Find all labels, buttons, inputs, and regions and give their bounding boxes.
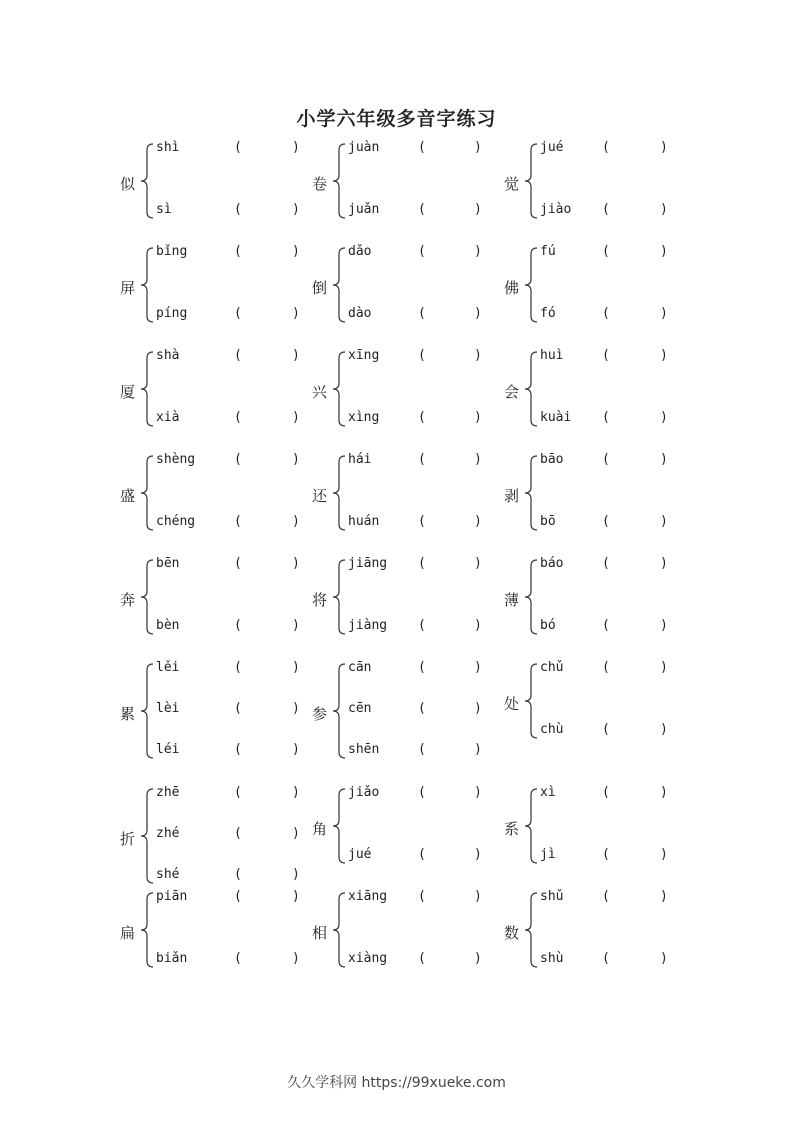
answer-blank-open: ( — [234, 660, 242, 675]
pinyin-reading: biǎn — [156, 951, 188, 966]
reading-line — [540, 514, 668, 529]
curly-brace-icon — [524, 663, 538, 739]
answer-blank-open: ( — [602, 722, 610, 737]
reading-line — [540, 889, 668, 904]
reading-line — [540, 785, 668, 800]
polyphone-character: 累 — [120, 705, 136, 723]
answer-blank-close: ) — [660, 410, 668, 425]
pinyin-reading: shì — [156, 140, 180, 155]
pinyin-reading: kuài — [540, 410, 572, 425]
pinyin-reading: jué — [348, 847, 372, 862]
polyphone-character: 参 — [312, 705, 328, 723]
answer-blank-open: ( — [602, 140, 610, 155]
answer-blank-close: ) — [292, 452, 300, 467]
reading-line — [156, 889, 300, 904]
answer-blank-close: ) — [474, 514, 482, 529]
polyphone-character: 奔 — [120, 591, 136, 609]
answer-blank-close: ) — [474, 618, 482, 633]
answer-blank-close: ) — [474, 410, 482, 425]
answer-blank-open: ( — [602, 660, 610, 675]
reading-line — [540, 244, 668, 259]
polyphone-item — [120, 140, 310, 224]
answer-blank-open: ( — [418, 202, 426, 217]
pinyin-reading: píng — [156, 306, 188, 321]
polyphone-character: 扁 — [120, 924, 136, 942]
reading-line — [348, 660, 482, 675]
answer-blank-close: ) — [660, 452, 668, 467]
answer-blank-open: ( — [418, 660, 426, 675]
pinyin-reading: bǐng — [156, 244, 188, 259]
curly-brace-icon — [524, 455, 538, 531]
answer-blank-open: ( — [234, 514, 242, 529]
answer-blank-close: ) — [660, 785, 668, 800]
reading-line — [156, 452, 300, 467]
reading-line — [156, 410, 300, 425]
answer-blank-open: ( — [418, 514, 426, 529]
polyphone-character: 屏 — [120, 279, 136, 297]
answer-blank-close: ) — [292, 660, 300, 675]
polyphone-item — [120, 452, 310, 536]
answer-blank-open: ( — [602, 618, 610, 633]
polyphone-item — [312, 785, 502, 869]
polyphone-character: 倒 — [312, 279, 328, 297]
answer-blank-close: ) — [474, 847, 482, 862]
polyphone-item — [312, 660, 502, 764]
reading-line — [348, 410, 482, 425]
answer-blank-close: ) — [292, 951, 300, 966]
reading-line — [348, 847, 482, 862]
pinyin-reading: bèn — [156, 618, 180, 633]
polyphone-character: 相 — [312, 924, 328, 942]
reading-line — [156, 556, 300, 571]
answer-blank-open: ( — [234, 826, 242, 841]
pinyin-reading: jiǎo — [348, 785, 380, 800]
answer-blank-open: ( — [418, 701, 426, 716]
curly-brace-icon — [140, 559, 154, 635]
reading-line — [156, 826, 300, 841]
polyphone-item — [504, 889, 694, 973]
pinyin-reading: xiàng — [348, 951, 388, 966]
pinyin-reading: cēn — [348, 701, 372, 716]
polyphone-item — [504, 348, 694, 432]
reading-line — [348, 514, 482, 529]
pinyin-reading: bō — [540, 514, 556, 529]
pinyin-reading: cān — [348, 660, 372, 675]
answer-blank-close: ) — [474, 348, 482, 363]
polyphone-item — [312, 348, 502, 432]
pinyin-reading: shù — [540, 951, 564, 966]
answer-blank-close: ) — [660, 660, 668, 675]
answer-blank-open: ( — [234, 348, 242, 363]
answer-blank-open: ( — [602, 847, 610, 862]
reading-line — [156, 951, 300, 966]
polyphone-item — [312, 889, 502, 973]
answer-blank-close: ) — [660, 722, 668, 737]
reading-line — [540, 722, 668, 737]
reading-line — [348, 701, 482, 716]
answer-blank-open: ( — [234, 701, 242, 716]
polyphone-item — [504, 244, 694, 328]
reading-line — [156, 618, 300, 633]
answer-blank-close: ) — [292, 556, 300, 571]
reading-line — [156, 306, 300, 321]
answer-blank-open: ( — [602, 452, 610, 467]
curly-brace-icon — [524, 143, 538, 219]
answer-blank-open: ( — [602, 306, 610, 321]
pinyin-reading: chù — [540, 722, 564, 737]
polyphone-character: 卷 — [312, 175, 328, 193]
curly-brace-icon — [332, 663, 346, 759]
polyphone-character: 数 — [504, 924, 520, 942]
polyphone-item — [120, 660, 310, 764]
curly-brace-icon — [140, 892, 154, 968]
answer-blank-close: ) — [474, 244, 482, 259]
answer-blank-close: ) — [292, 514, 300, 529]
reading-line — [348, 348, 482, 363]
pinyin-reading: xīng — [348, 348, 380, 363]
pinyin-reading: sì — [156, 202, 172, 217]
answer-blank-close: ) — [474, 951, 482, 966]
answer-blank-open: ( — [602, 514, 610, 529]
reading-line — [156, 785, 300, 800]
pinyin-reading: lèi — [156, 701, 180, 716]
answer-blank-close: ) — [660, 951, 668, 966]
curly-brace-icon — [524, 247, 538, 323]
reading-line — [540, 306, 668, 321]
reading-line — [540, 410, 668, 425]
pinyin-reading: jì — [540, 847, 556, 862]
reading-line — [348, 951, 482, 966]
pinyin-reading: zhē — [156, 785, 180, 800]
answer-blank-open: ( — [418, 742, 426, 757]
answer-blank-close: ) — [292, 410, 300, 425]
curly-brace-icon — [332, 143, 346, 219]
answer-blank-open: ( — [234, 452, 242, 467]
polyphone-item — [504, 556, 694, 640]
answer-blank-close: ) — [474, 889, 482, 904]
answer-blank-open: ( — [418, 410, 426, 425]
answer-blank-close: ) — [292, 618, 300, 633]
answer-blank-close: ) — [474, 306, 482, 321]
reading-line — [540, 951, 668, 966]
answer-blank-open: ( — [602, 410, 610, 425]
curly-brace-icon — [524, 559, 538, 635]
reading-line — [156, 701, 300, 716]
reading-line — [156, 514, 300, 529]
answer-blank-open: ( — [234, 618, 242, 633]
pinyin-reading: lěi — [156, 660, 180, 675]
answer-blank-open: ( — [418, 889, 426, 904]
answer-blank-close: ) — [474, 202, 482, 217]
answer-blank-open: ( — [234, 244, 242, 259]
polyphone-character: 会 — [504, 383, 520, 401]
pinyin-reading: xìng — [348, 410, 380, 425]
answer-blank-close: ) — [292, 889, 300, 904]
answer-blank-close: ) — [660, 244, 668, 259]
answer-blank-close: ) — [660, 306, 668, 321]
answer-blank-close: ) — [660, 514, 668, 529]
answer-blank-close: ) — [292, 202, 300, 217]
reading-line — [540, 618, 668, 633]
polyphone-item — [312, 244, 502, 328]
polyphone-character: 觉 — [504, 175, 520, 193]
answer-blank-close: ) — [292, 826, 300, 841]
answer-blank-open: ( — [418, 785, 426, 800]
answer-blank-open: ( — [418, 556, 426, 571]
pinyin-reading: fó — [540, 306, 556, 321]
answer-blank-open: ( — [418, 348, 426, 363]
pinyin-reading: jiàng — [348, 618, 388, 633]
curly-brace-icon — [140, 143, 154, 219]
answer-blank-open: ( — [234, 306, 242, 321]
answer-blank-close: ) — [474, 785, 482, 800]
curly-brace-icon — [332, 559, 346, 635]
answer-blank-close: ) — [660, 348, 668, 363]
reading-line — [540, 348, 668, 363]
pinyin-reading: bāo — [540, 452, 564, 467]
polyphone-character: 处 — [504, 695, 520, 713]
reading-line — [348, 452, 482, 467]
answer-blank-close: ) — [660, 140, 668, 155]
polyphone-character: 将 — [312, 591, 328, 609]
answer-blank-close: ) — [292, 244, 300, 259]
answer-blank-close: ) — [474, 660, 482, 675]
answer-blank-close: ) — [292, 140, 300, 155]
polyphone-item — [120, 889, 310, 973]
polyphone-item — [120, 244, 310, 328]
polyphone-item — [504, 140, 694, 224]
pinyin-reading: chéng — [156, 514, 196, 529]
reading-line — [156, 348, 300, 363]
polyphone-character: 还 — [312, 487, 328, 505]
curly-brace-icon — [524, 788, 538, 864]
reading-line — [540, 556, 668, 571]
answer-blank-open: ( — [602, 202, 610, 217]
reading-line — [540, 140, 668, 155]
reading-line — [156, 202, 300, 217]
polyphone-character: 盛 — [120, 487, 136, 505]
polyphone-item — [312, 556, 502, 640]
polyphone-item — [312, 452, 502, 536]
curly-brace-icon — [332, 351, 346, 427]
answer-blank-open: ( — [602, 889, 610, 904]
curly-brace-icon — [332, 892, 346, 968]
pinyin-reading: dào — [348, 306, 372, 321]
pinyin-reading: bēn — [156, 556, 180, 571]
pinyin-reading: shèng — [156, 452, 196, 467]
pinyin-reading: shà — [156, 348, 180, 363]
pinyin-reading: xià — [156, 410, 180, 425]
reading-line — [156, 660, 300, 675]
pinyin-reading: juǎn — [348, 202, 380, 217]
reading-line — [348, 244, 482, 259]
curly-brace-icon — [140, 455, 154, 531]
pinyin-reading: huán — [348, 514, 380, 529]
pinyin-reading: xì — [540, 785, 556, 800]
answer-blank-close: ) — [474, 742, 482, 757]
answer-blank-open: ( — [234, 867, 242, 882]
reading-line — [156, 742, 300, 757]
answer-blank-open: ( — [234, 556, 242, 571]
pinyin-reading: fú — [540, 244, 556, 259]
answer-blank-close: ) — [474, 556, 482, 571]
answer-blank-open: ( — [234, 202, 242, 217]
pinyin-reading: jué — [540, 140, 564, 155]
answer-blank-close: ) — [474, 140, 482, 155]
answer-blank-close: ) — [660, 847, 668, 862]
curly-brace-icon — [332, 247, 346, 323]
reading-line — [156, 867, 300, 882]
reading-line — [348, 202, 482, 217]
answer-blank-open: ( — [234, 889, 242, 904]
answer-blank-open: ( — [234, 785, 242, 800]
pinyin-reading: jiāng — [348, 556, 388, 571]
polyphone-character: 角 — [312, 820, 328, 838]
answer-blank-open: ( — [602, 244, 610, 259]
pinyin-reading: báo — [540, 556, 564, 571]
answer-blank-open: ( — [418, 244, 426, 259]
pinyin-reading: dǎo — [348, 244, 372, 259]
answer-blank-close: ) — [660, 202, 668, 217]
answer-blank-close: ) — [474, 701, 482, 716]
answer-blank-close: ) — [474, 452, 482, 467]
answer-blank-open: ( — [602, 556, 610, 571]
pinyin-reading: juàn — [348, 140, 380, 155]
curly-brace-icon — [332, 455, 346, 531]
pinyin-reading: huì — [540, 348, 564, 363]
reading-line — [348, 140, 482, 155]
answer-blank-close: ) — [660, 618, 668, 633]
pinyin-reading: xiāng — [348, 889, 388, 904]
curly-brace-icon — [140, 788, 154, 884]
reading-line — [540, 660, 668, 675]
curly-brace-icon — [524, 351, 538, 427]
reading-line — [156, 244, 300, 259]
curly-brace-icon — [332, 788, 346, 864]
answer-blank-open: ( — [418, 306, 426, 321]
answer-blank-close: ) — [292, 785, 300, 800]
reading-line — [348, 556, 482, 571]
answer-blank-open: ( — [234, 140, 242, 155]
answer-blank-open: ( — [602, 951, 610, 966]
pinyin-reading: chǔ — [540, 660, 564, 675]
pinyin-reading: piān — [156, 889, 188, 904]
pinyin-reading: hái — [348, 452, 372, 467]
reading-line — [348, 785, 482, 800]
polyphone-character: 剥 — [504, 487, 520, 505]
page-title: 小学六年级多音字练习 — [296, 108, 497, 130]
reading-line — [348, 742, 482, 757]
answer-blank-close: ) — [292, 306, 300, 321]
answer-blank-open: ( — [602, 348, 610, 363]
answer-blank-open: ( — [418, 618, 426, 633]
pinyin-reading: léi — [156, 742, 180, 757]
curly-brace-icon — [140, 351, 154, 427]
polyphone-character: 薄 — [504, 591, 520, 609]
polyphone-character: 系 — [504, 820, 520, 838]
polyphone-character: 兴 — [312, 383, 328, 401]
answer-blank-close: ) — [660, 889, 668, 904]
polyphone-character: 似 — [120, 175, 136, 193]
curly-brace-icon — [140, 247, 154, 323]
polyphone-item — [120, 348, 310, 432]
answer-blank-open: ( — [418, 140, 426, 155]
pinyin-reading: jiào — [540, 202, 572, 217]
answer-blank-close: ) — [660, 556, 668, 571]
pinyin-reading: bó — [540, 618, 556, 633]
pinyin-reading: shēn — [348, 742, 380, 757]
polyphone-item — [504, 452, 694, 536]
answer-blank-close: ) — [292, 348, 300, 363]
polyphone-item — [120, 556, 310, 640]
reading-line — [156, 140, 300, 155]
polyphone-item — [120, 785, 310, 889]
answer-blank-close: ) — [292, 701, 300, 716]
reading-line — [540, 202, 668, 217]
answer-blank-open: ( — [234, 410, 242, 425]
reading-line — [348, 618, 482, 633]
pinyin-reading: shé — [156, 867, 180, 882]
polyphone-character: 折 — [120, 830, 136, 848]
answer-blank-close: ) — [292, 742, 300, 757]
polyphone-character: 佛 — [504, 279, 520, 297]
answer-blank-open: ( — [234, 951, 242, 966]
reading-line — [348, 889, 482, 904]
answer-blank-close: ) — [292, 867, 300, 882]
pinyin-reading: zhé — [156, 826, 180, 841]
polyphone-character: 厦 — [120, 383, 136, 401]
footer-source: 久久学科网 https://99xueke.com — [287, 1075, 506, 1091]
pinyin-reading: shǔ — [540, 889, 564, 904]
polyphone-item — [312, 140, 502, 224]
answer-blank-open: ( — [234, 742, 242, 757]
answer-blank-open: ( — [418, 847, 426, 862]
reading-line — [540, 452, 668, 467]
polyphone-item — [504, 660, 694, 744]
answer-blank-open: ( — [602, 785, 610, 800]
reading-line — [540, 847, 668, 862]
answer-blank-open: ( — [418, 951, 426, 966]
curly-brace-icon — [140, 663, 154, 759]
answer-blank-open: ( — [418, 452, 426, 467]
polyphone-item — [504, 785, 694, 869]
curly-brace-icon — [524, 892, 538, 968]
reading-line — [348, 306, 482, 321]
